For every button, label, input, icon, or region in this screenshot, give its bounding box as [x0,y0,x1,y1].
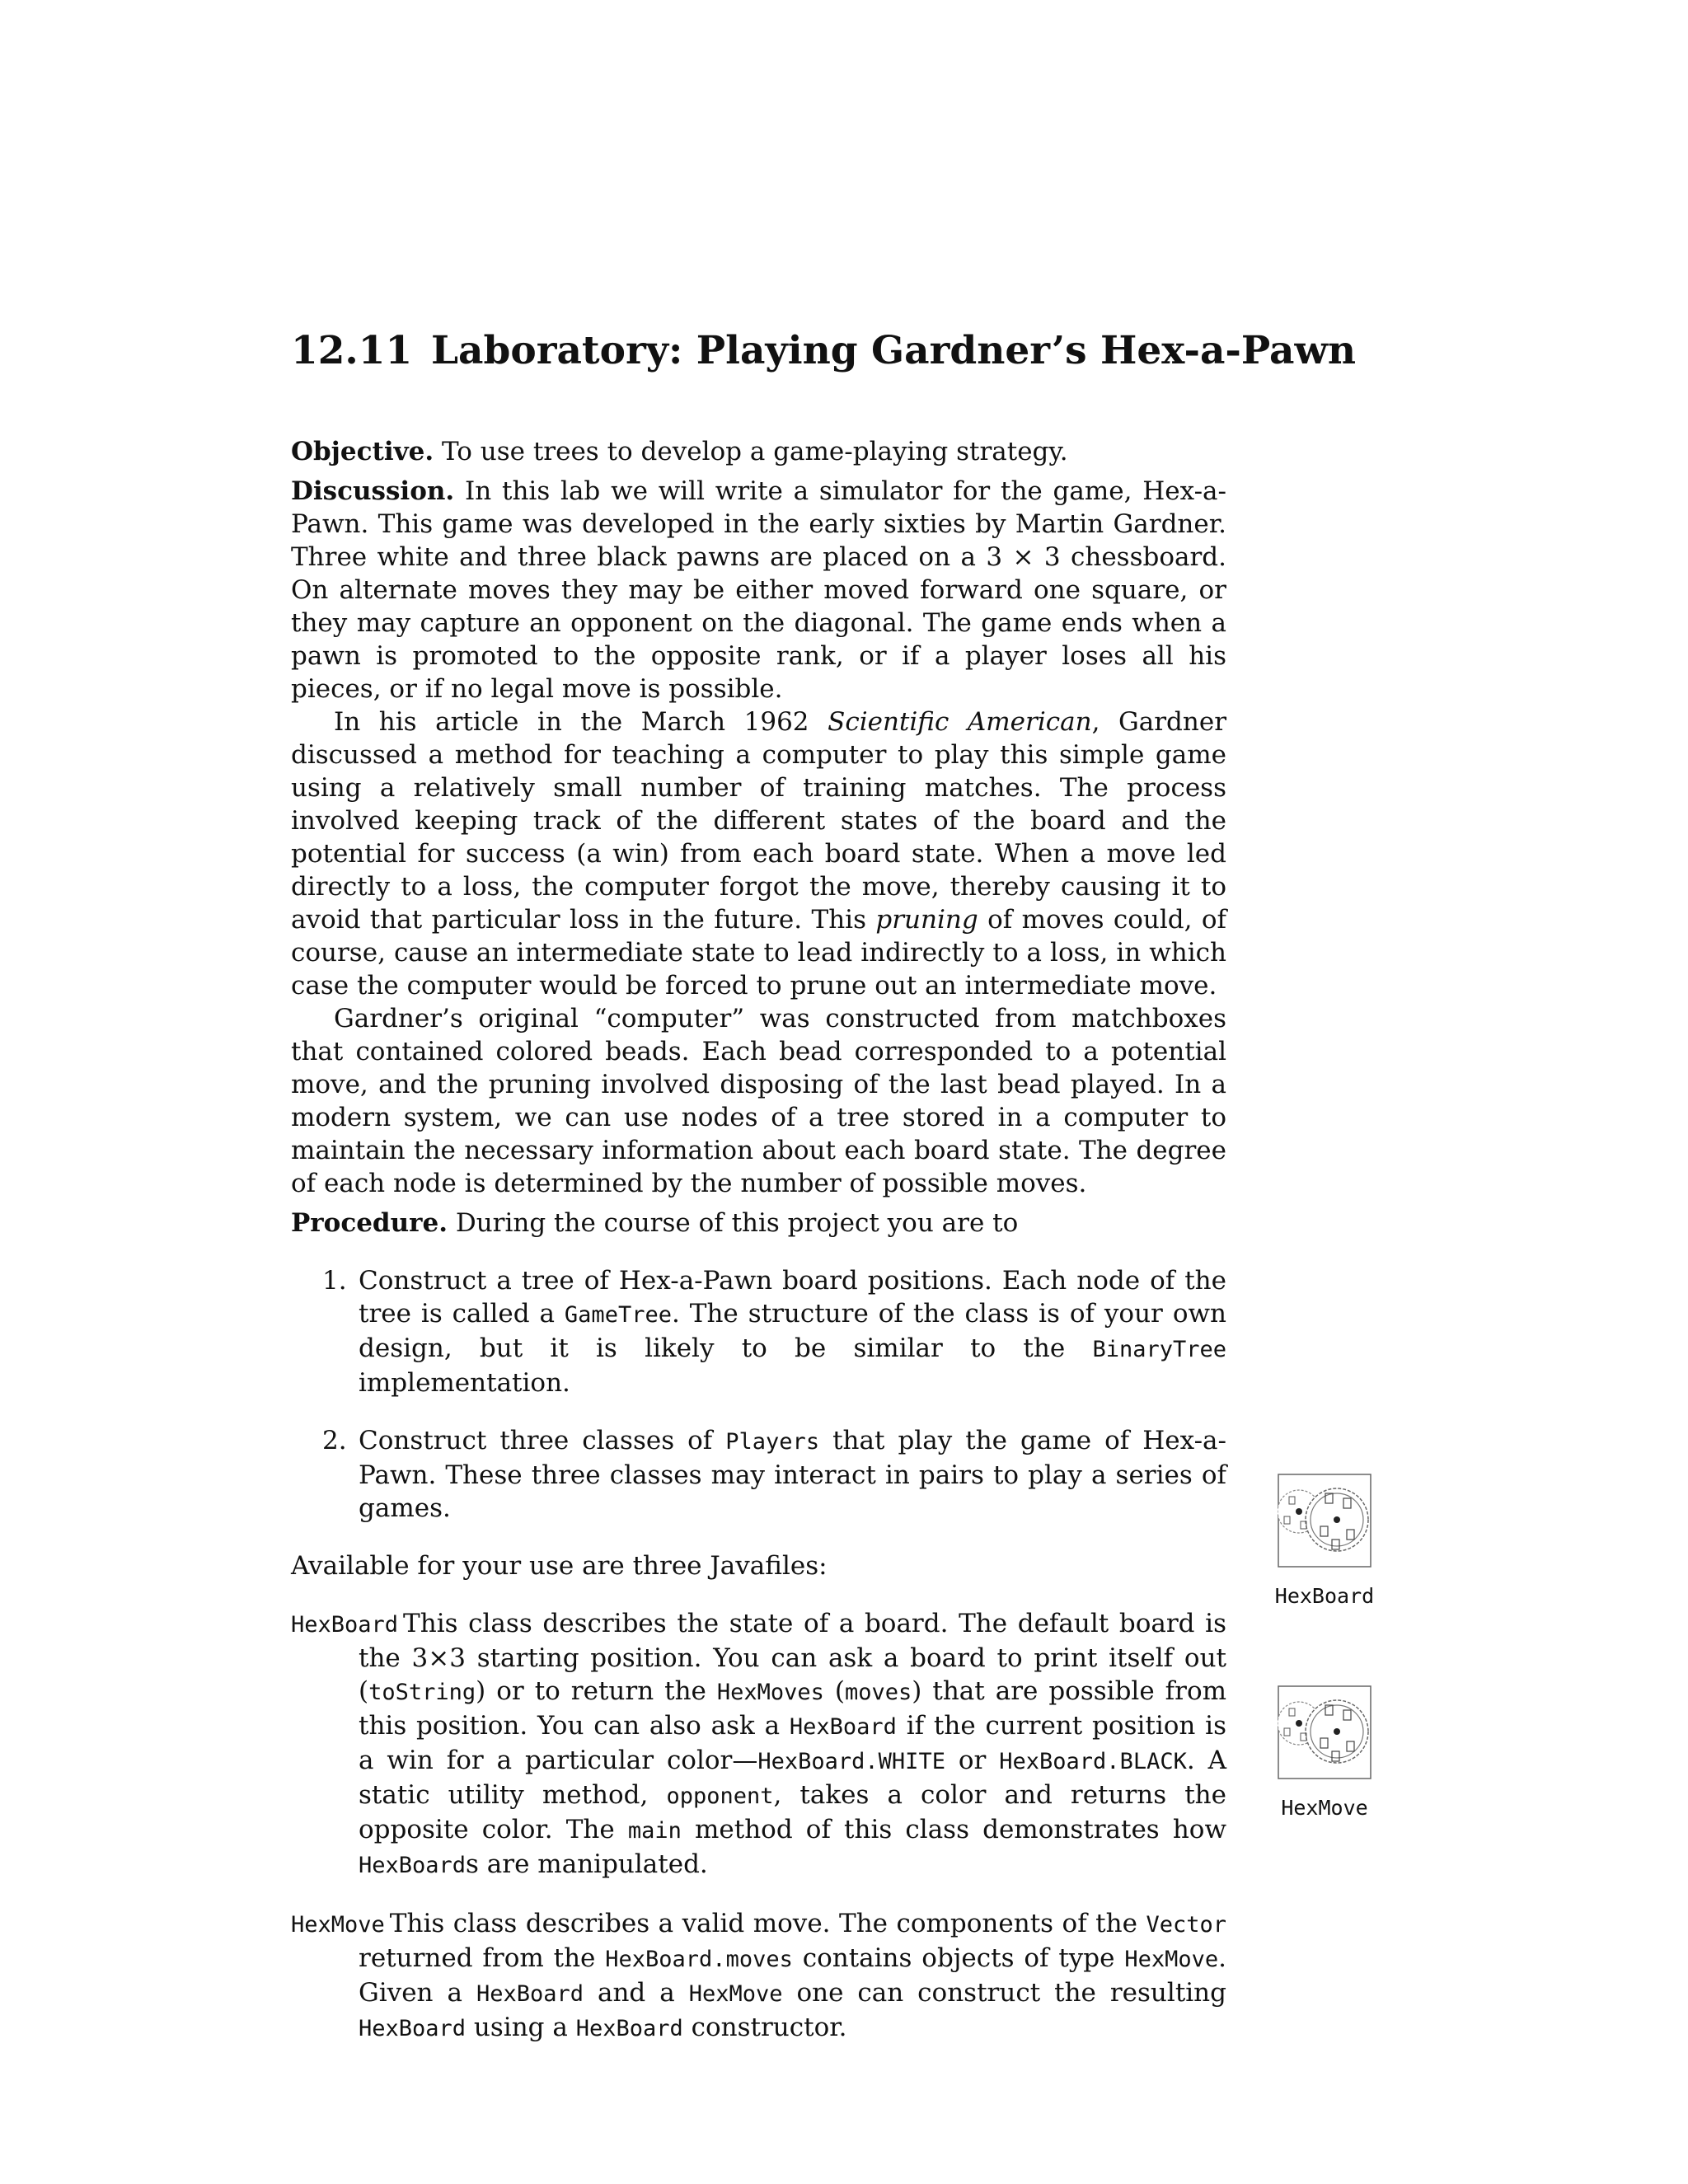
text-run: , Gardner discussed a method for teaching a computer to play this simple game using a relatively small number of training matches. The process involved keeping track of the different states of the board and the potential for success (a win) from each board state. When a move led directly to a loss, the computer forgot the move, thereby causing it to avoid that particular loss in the future. This [291,707,1227,935]
section-number: 12.11 [291,328,413,373]
code-term: GameTree [564,1302,672,1328]
text-run: returned from the [359,1943,606,1973]
text-run: ) or to return the [476,1676,717,1706]
code-term: HexBoard [359,2016,467,2041]
objective-lead: Objective. [291,437,434,466]
code-term: HexMove [688,1981,783,2007]
text-run: and a [583,1978,689,2008]
code-term: toString [368,1680,476,1705]
body-text [291,435,1226,2070]
discussion-paragraph-3: Gardner’s original “computer” was constructed from matchboxes that contained colored beads. Each bead corresponded to a potential move, and the pruning involved disposing of the last bead played. In a modern system, we can use nodes of a tree stored in a computer to maintain the necessary information about each board state. The degree of each node is determined by the number of possible moves. [291,1004,1226,1198]
text-run: contains objects of type [792,1943,1125,1973]
text-run: ) that are possible from this position. You can also ask a [359,1676,1227,1741]
list-marker: 1. [322,1266,347,1296]
definition-hexmove [291,1907,1226,2046]
code-term: HexBoard [476,1981,584,2007]
procedure-steps [291,1264,1226,1525]
code-term: HexMove [1124,1947,1219,1972]
magazine-title: Scientific American [828,707,1092,737]
code-term: main [627,1818,682,1844]
margin-note-hexmove [1267,1685,1382,1820]
text-run: This class describes the state of a board. The default board is the 3×3 starting position. You can ask a board to print itself out ( [359,1609,1226,1706]
procedure-text: During the course of this project you are to [447,1208,1019,1238]
text-run: constructor. [682,2013,847,2042]
text-run: In his article in the March 1962 [334,707,828,737]
code-term: HexBoard [359,1853,467,1878]
code-term: moves [845,1680,912,1705]
text-run: one can construct the resulting [782,1978,1226,2008]
code-term: HexBoard.WHITE [757,1749,945,1774]
code-term: HexMoves [716,1680,824,1705]
margin-caption: HexMove [1281,1796,1368,1820]
gears-icon [1278,1685,1372,1779]
emphasis-term: pruning [875,905,978,935]
text-run: s are manipulated. [466,1849,708,1879]
text-run: of moves could, of course, cause an intermediate state to lead indirectly to a loss, in which case the computer would be forced to prune out an intermediate move. [291,905,1227,1001]
text-run: , takes a color and returns the opposite color. The [359,1780,1226,1844]
procedure-paragraph [291,1207,1226,1240]
text-run: ( [823,1676,846,1706]
code-term: Players [725,1429,820,1455]
definition-term: HexBoard [291,1612,399,1638]
code-term: Vector [1146,1912,1226,1938]
code-term: opponent [666,1783,774,1809]
text-run: if the current position is a win for a particular color— [359,1711,1226,1775]
code-term: HexBoard.BLACK [999,1749,1187,1774]
discussion-lead: Discussion. [291,476,455,506]
text-run: This class describes a valid move. The components of the [389,1909,1146,1938]
code-term: HexBoard.moves [605,1947,793,1972]
text-run: Construct a tree of Hex-a-Pawn board positions. Each node of the tree is called a [359,1266,1226,1329]
discussion-paragraph [291,475,1226,705]
text-run: . Given a [359,1943,1226,2008]
list-marker: 2. [322,1426,347,1455]
file-descriptions [291,1607,1226,2046]
code-term: HexBoard [789,1714,897,1740]
text-run: using a [466,2013,576,2042]
code-term: HexBoard [575,2016,683,2041]
procedure-lead: Procedure. [291,1208,448,1238]
code-term: BinaryTree [1092,1337,1226,1362]
margin-note-hexboard [1267,1474,1382,1608]
definition-hexboard [291,1607,1226,1882]
section-heading [291,328,1356,373]
text-run: . The structure of the class is of your own design, but it is likely to be similar to the [359,1299,1226,1363]
text-run: method of this class demonstrates how [681,1815,1226,1844]
text-run: . A static utility method, [359,1746,1226,1810]
margin-caption: HexBoard [1274,1584,1375,1608]
definition-term: HexMove [291,1912,385,1938]
text-run: Construct three classes of [359,1426,726,1455]
text-run: or [945,1746,1000,1775]
gears-icon [1278,1474,1372,1568]
discussion-paragraph-2 [291,705,1226,1002]
objective-text: To use trees to develop a game-playing strategy. [434,437,1068,466]
text-run: that play the game of Hex-a-Pawn. These three classes may interact in pairs to play a series of games. [359,1426,1226,1523]
section-title: Laboratory: Playing Gardner’s Hex-a-Pawn [431,328,1357,373]
text-run: implementation. [359,1368,570,1398]
objective-paragraph [291,435,1226,468]
list-item [291,1264,1226,1399]
discussion-text: In this lab we will write a simulator for the game, Hex-a-Pawn. This game was developed in the early sixties by Martin Gardner. Three white and three black pawns are placed on a 3 × 3 chessboard. On alternate moves they may be either moved forward one square, or they may capture an opponent on the diagonal. The game ends when a pawn is promoted to the opposite rank, or if a player loses all his pieces, or if no legal move is possible. [291,476,1226,704]
list-item [291,1424,1226,1525]
available-files-intro: Available for your use are three Javafiles: [291,1551,828,1581]
